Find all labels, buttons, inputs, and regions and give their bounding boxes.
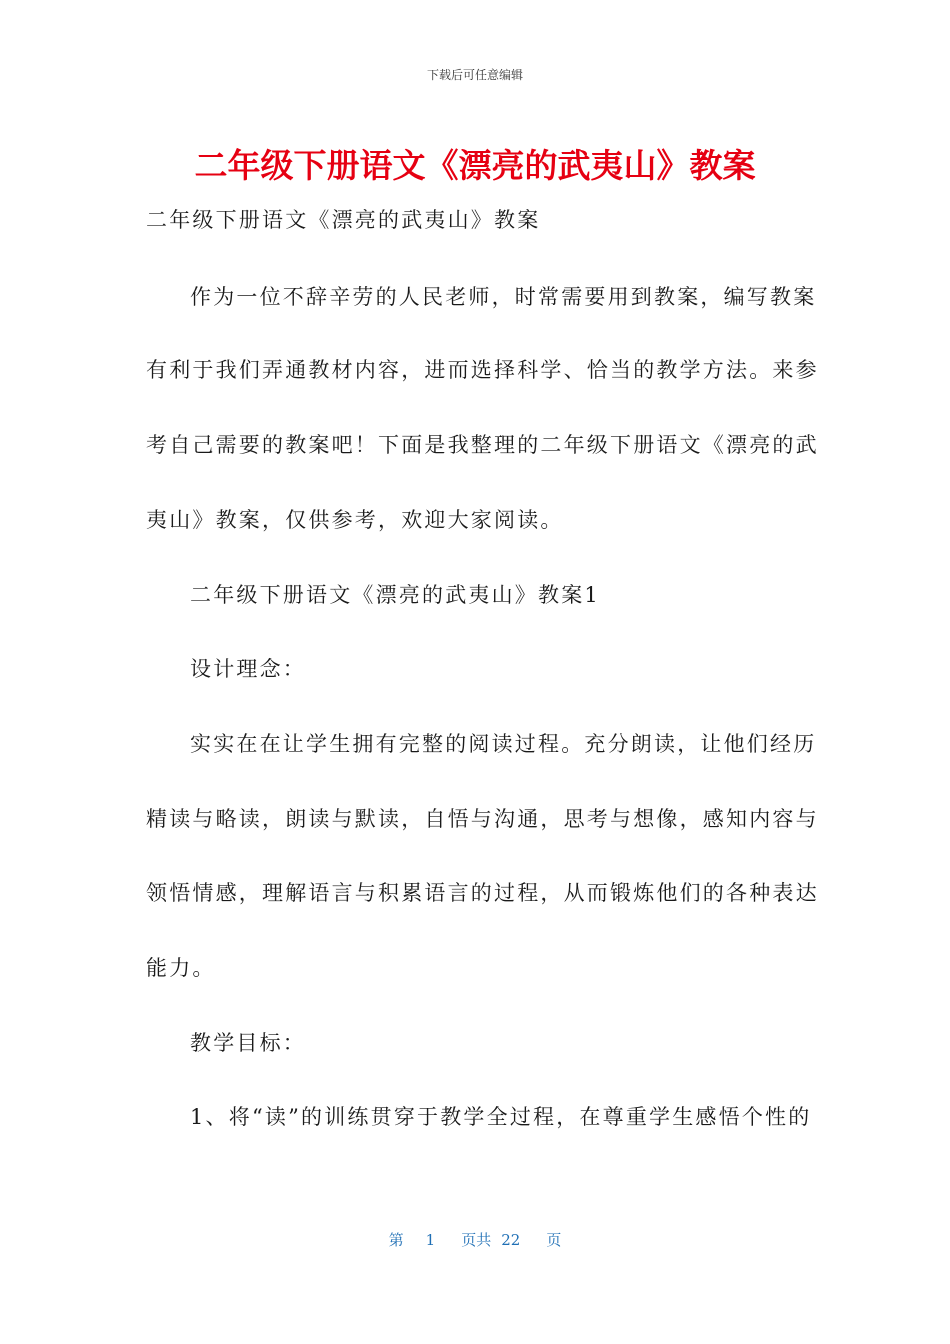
- document-title: 二年级下册语文《漂亮的武夷山》教案: [194, 146, 756, 185]
- paragraph-line: 考自己需要的教案吧！下面是我整理的二年级下册语文《漂亮的武: [146, 433, 819, 457]
- section-heading: 二年级下册语文《漂亮的武夷山》教案1: [190, 583, 600, 607]
- section-heading: 教学目标：: [190, 1031, 306, 1055]
- subtitle-line: 二年级下册语文《漂亮的武夷山》教案: [146, 208, 541, 232]
- footer-total-pages: 22: [501, 1231, 521, 1249]
- footer-prefix: 第: [388, 1231, 404, 1249]
- paragraph-line: 作为一位不辞辛劳的人民老师，时常需要用到教案，编写教案: [190, 285, 817, 309]
- paragraph-line: 领悟情感，理解语言与积累语言的过程，从而锻炼他们的各种表达: [146, 881, 819, 905]
- paragraph-line: 能力。: [146, 956, 216, 980]
- paragraph-line: 有利于我们弄通教材内容，进而选择科学、恰当的教学方法。来参: [146, 358, 819, 382]
- footer-middle: 页共: [461, 1231, 492, 1249]
- footer-page-number: 1: [425, 1231, 436, 1249]
- paragraph-line: 精读与略读，朗读与默读，自悟与沟通，思考与想像，感知内容与: [146, 807, 819, 831]
- paragraph-line: 夷山》教案，仅供参考，欢迎大家阅读。: [146, 508, 564, 532]
- footer-suffix: 页: [546, 1231, 562, 1249]
- header-note: 下载后可任意编辑: [426, 68, 523, 82]
- paragraph-line: 实实在在让学生拥有完整的阅读过程。充分朗读，让他们经历: [190, 732, 817, 756]
- section-heading: 设计理念：: [190, 657, 306, 681]
- paragraph-line: 1、将“读”的训练贯穿于教学全过程，在尊重学生感悟个性的: [190, 1105, 812, 1129]
- page-footer: [0, 1229, 950, 1250]
